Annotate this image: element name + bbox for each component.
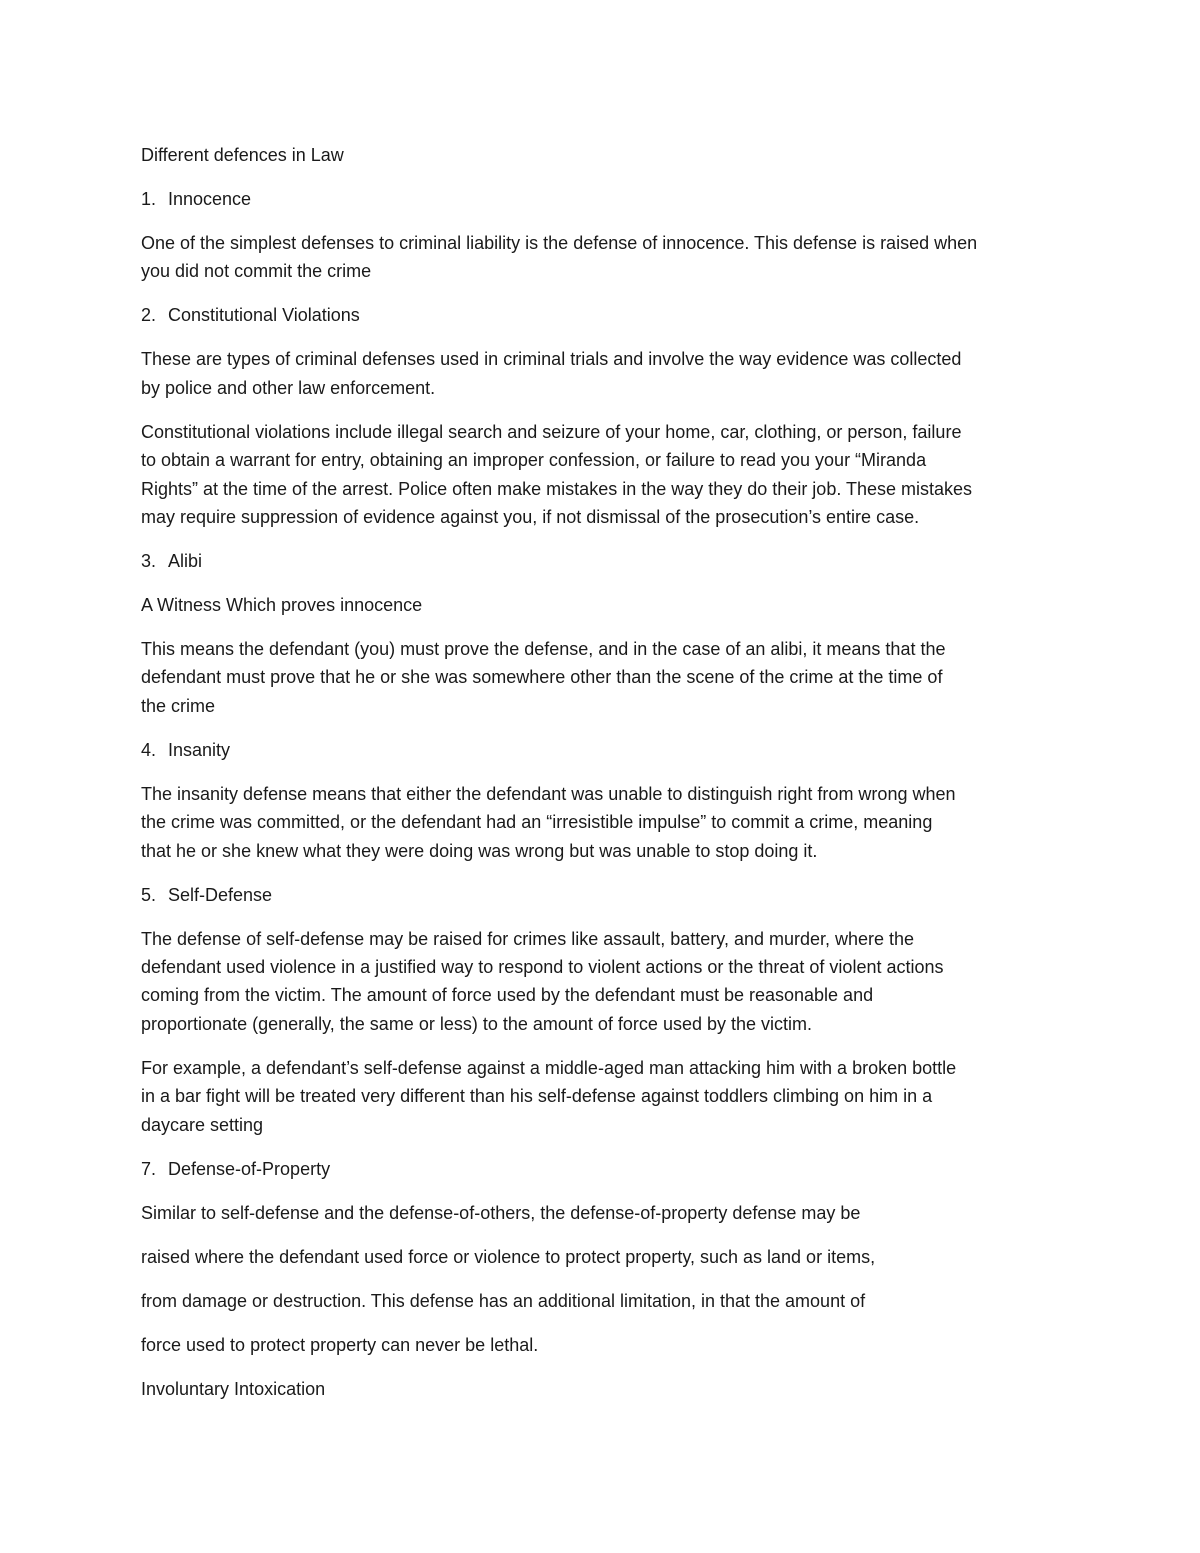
paragraph-line: These are types of criminal defenses used in criminal trials and involve the way evidence was collected: [141, 349, 962, 369]
section-number: 4.: [141, 740, 157, 760]
paragraph-line: may require suppression of evidence against you, if not dismissal of the prosecution’s entire case.: [141, 507, 920, 527]
paragraph-line: by police and other law enforcement.: [141, 378, 436, 398]
paragraph-line: daycare setting: [141, 1115, 264, 1135]
section-heading: [141, 549, 202, 573]
paragraph-line: A Witness Which proves innocence: [141, 595, 423, 615]
section-heading-text: Defense-of-Property: [168, 1159, 331, 1179]
section-heading: [141, 303, 360, 327]
closing-heading: Involuntary Intoxication: [141, 1379, 326, 1399]
paragraph-line: proportionate (generally, the same or less) to the amount of force used by the victim.: [141, 1014, 813, 1034]
section-number: 3.: [141, 551, 157, 571]
paragraph-line: from damage or destruction. This defense has an additional limitation, in that the amount of: [141, 1291, 866, 1311]
paragraph-line: defendant used violence in a justified way to respond to violent actions or the threat of violent actions: [141, 957, 944, 977]
paragraph-line: in a bar fight will be treated very different than his self-defense against toddlers climbing on him in a: [141, 1086, 933, 1106]
section-heading-text: Self-Defense: [168, 885, 273, 905]
paragraph-line: The defense of self-defense may be raised for crimes like assault, battery, and murder, where the: [141, 929, 915, 949]
document-title: Different defences in Law: [141, 145, 344, 165]
paragraph-line: Rights” at the time of the arrest. Police often make mistakes in the way they do their job. These mistakes: [141, 479, 973, 499]
paragraph-line: For example, a defendant’s self-defense against a middle-aged man attacking him with a broken bottle: [141, 1058, 957, 1078]
paragraph-line: that he or she knew what they were doing was wrong but was unable to stop doing it.: [141, 841, 818, 861]
section-number: 1.: [141, 189, 157, 209]
paragraph-line: raised where the defendant used force or violence to protect property, such as land or items,: [141, 1247, 876, 1267]
section-heading-text: Insanity: [168, 740, 231, 760]
paragraph-line: you did not commit the crime: [141, 261, 372, 281]
section-number: 5.: [141, 885, 157, 905]
section-heading: [141, 187, 251, 211]
section-heading-text: Innocence: [168, 189, 252, 209]
paragraph-line: The insanity defense means that either the defendant was unable to distinguish right from wrong when: [141, 784, 956, 804]
paragraph-line: coming from the victim. The amount of force used by the defendant must be reasonable and: [141, 985, 874, 1005]
paragraph-line: This means the defendant (you) must prove the defense, and in the case of an alibi, it means that the: [141, 639, 946, 659]
section-heading: [141, 1157, 330, 1181]
section-heading-text: Constitutional Violations: [168, 305, 360, 325]
section-number: 2.: [141, 305, 157, 325]
section-heading: [141, 738, 230, 762]
paragraph-line: the crime was committed, or the defendant had an “irresistible impulse” to commit a crime, meaning: [141, 812, 933, 832]
paragraph-line: Similar to self-defense and the defense-of-others, the defense-of-property defense may be: [141, 1203, 861, 1223]
paragraph-line: force used to protect property can never be lethal.: [141, 1335, 539, 1355]
section-heading-text: Alibi: [168, 551, 203, 571]
section-heading: [141, 883, 272, 907]
paragraph-line: One of the simplest defenses to criminal liability is the defense of innocence. This defense is raised when: [141, 233, 978, 253]
paragraph-line: to obtain a warrant for entry, obtaining an improper confession, or failure to read you your “Miranda: [141, 450, 927, 470]
paragraph-line: defendant must prove that he or she was somewhere other than the scene of the crime at the time of: [141, 667, 943, 687]
section-number: 7.: [141, 1159, 157, 1179]
paragraph-line: Constitutional violations include illegal search and seizure of your home, car, clothing, or person, failure: [141, 422, 962, 442]
paragraph-line: the crime: [141, 696, 216, 716]
